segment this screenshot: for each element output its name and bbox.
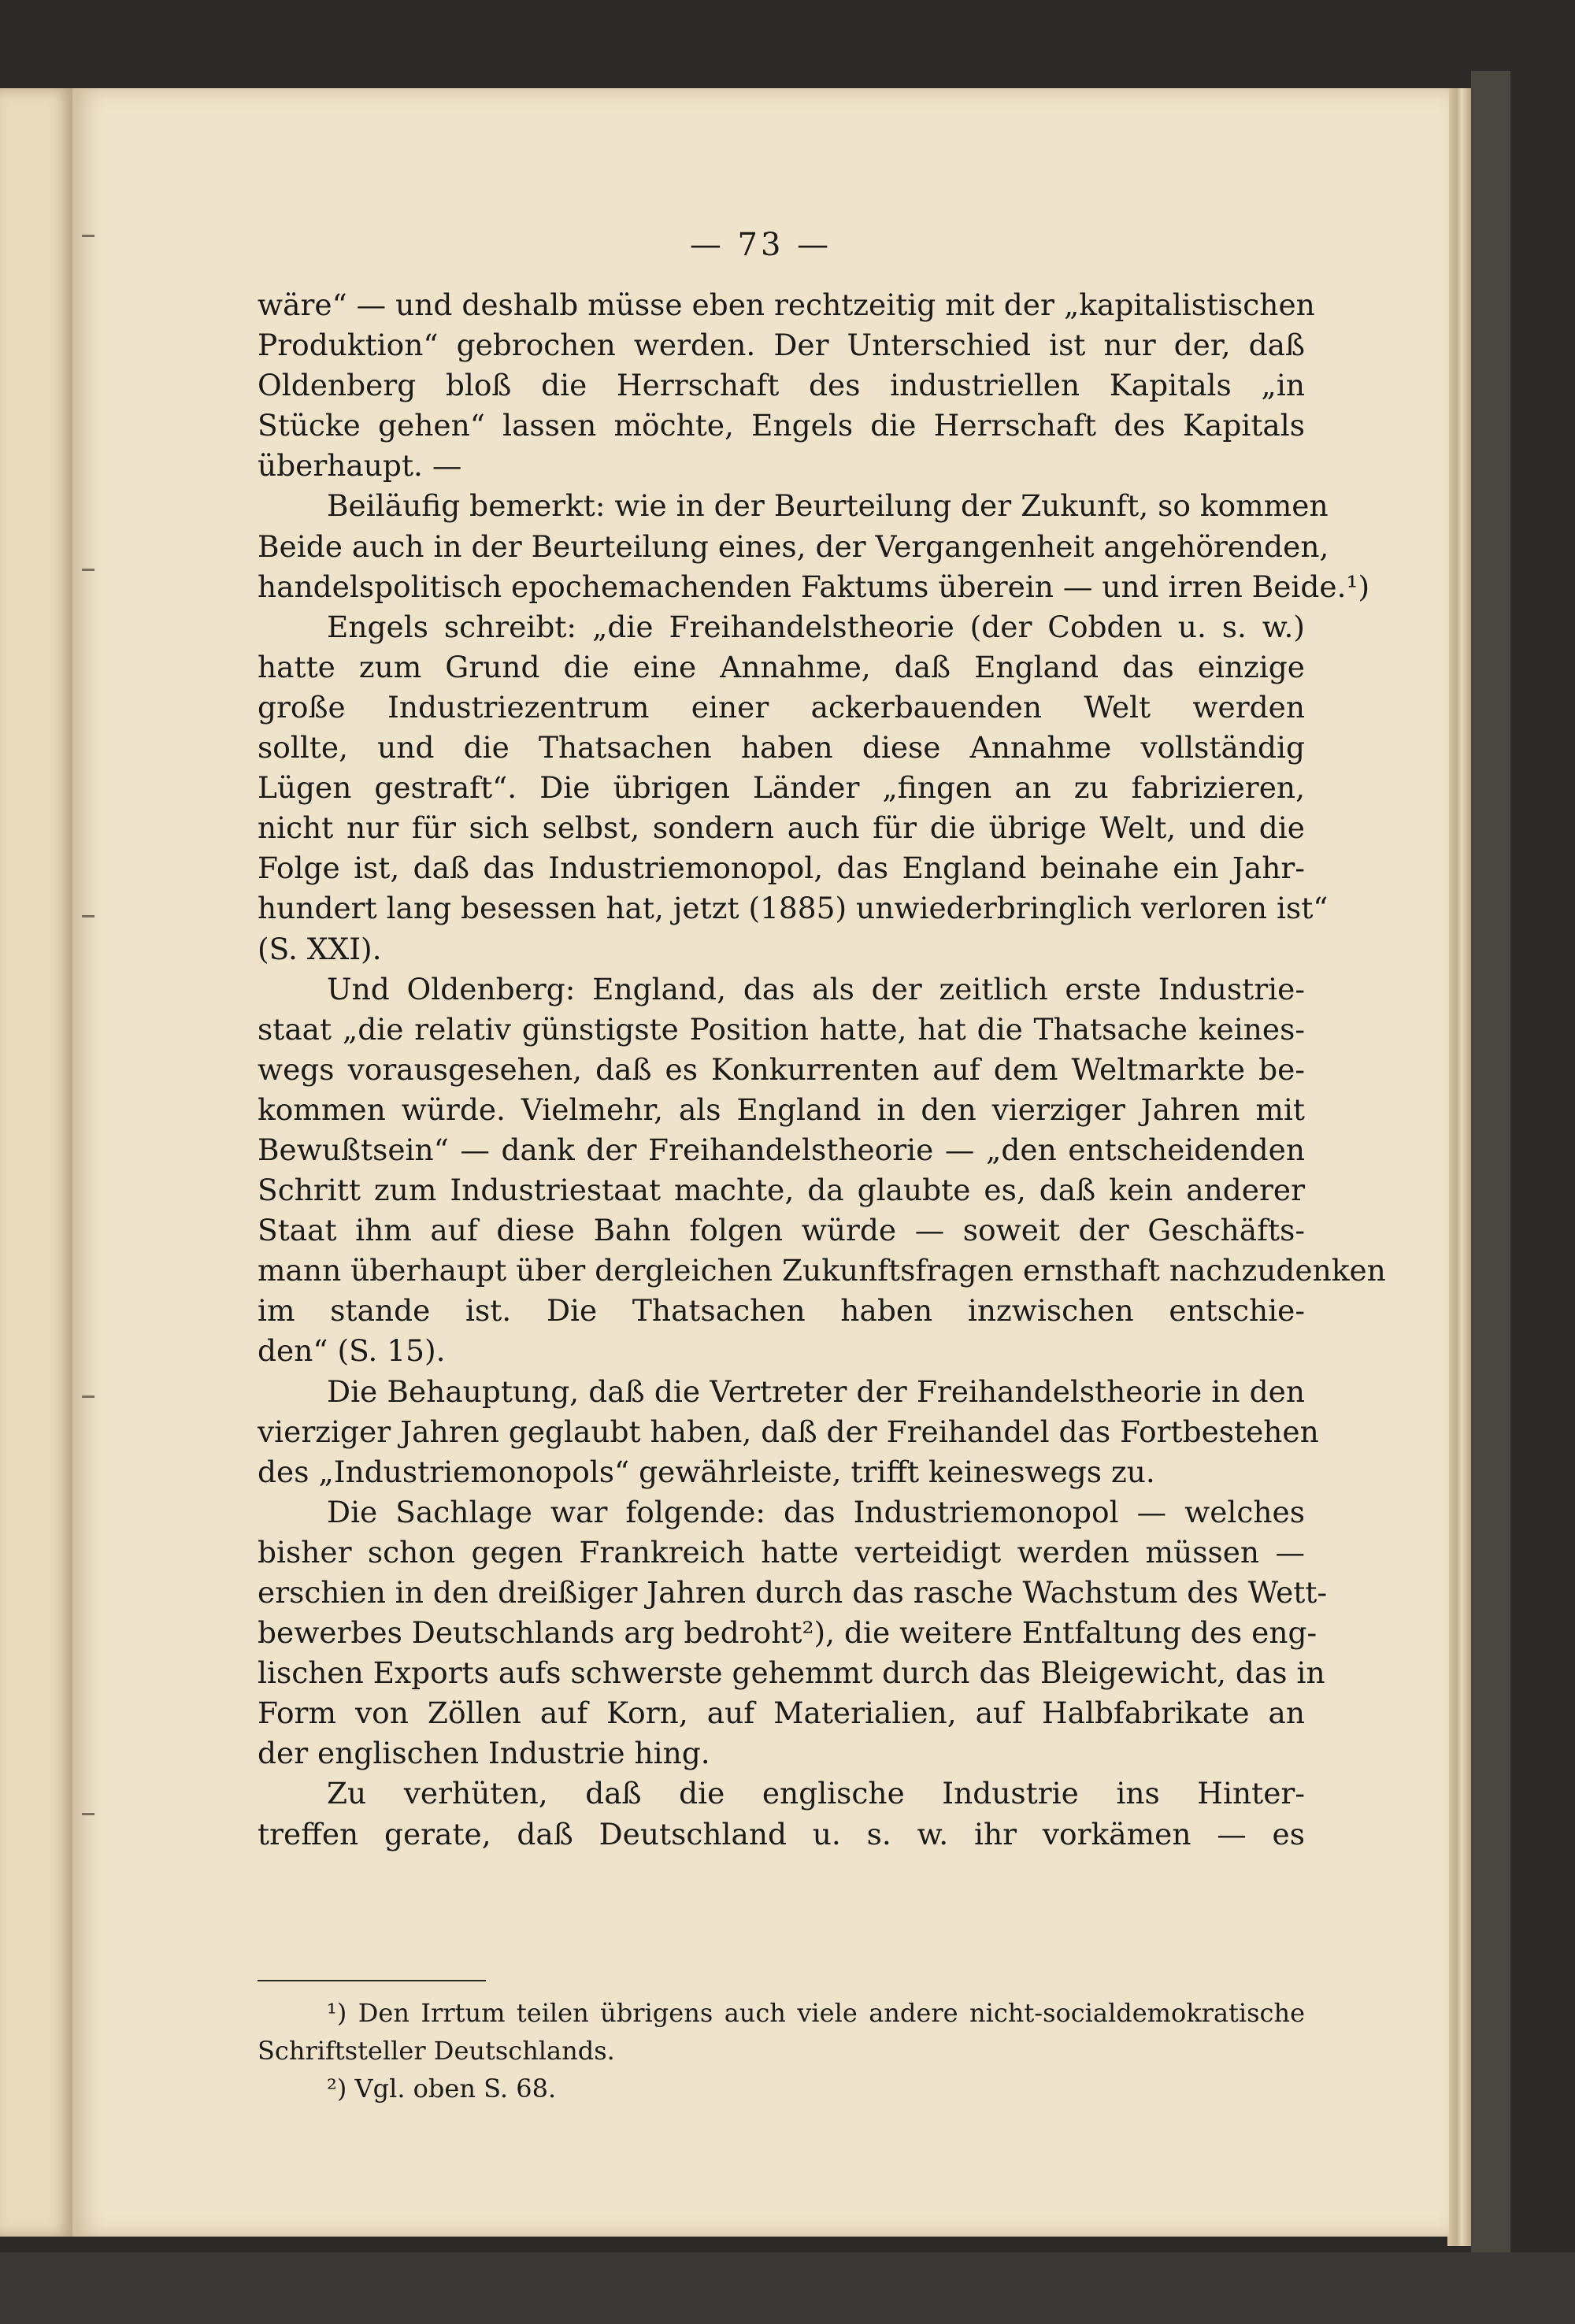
facing-page-edge	[0, 88, 72, 2237]
footnote-divider	[258, 1980, 486, 1981]
text-line: Die Sachlage war folgende: das Industriemonopol — welches	[327, 1494, 1305, 1529]
text-line: Bewußtsein“ — dank der Freihandelstheorie — „den entscheidenden	[258, 1132, 1305, 1167]
text-line: erschien in den dreißiger Jahren durch das rasche Wachstum des Wett-	[258, 1575, 1328, 1610]
text-line: handelspolitisch epochemachenden Faktums überein — und irren Beide.¹)	[258, 569, 1370, 604]
text-line: Beiläufig bemerkt: wie in der Beurteilung der Zukunft, so kommen	[327, 488, 1329, 524]
margin-mark	[82, 569, 94, 571]
text-line: Produktion“ gebrochen werden. Der Unterschied ist nur der, daß	[258, 328, 1305, 363]
footnote-line: ²) Vgl. oben S. 68.	[327, 2074, 557, 2103]
text-line: der englischen Industrie hing.	[258, 1736, 710, 1771]
text-line: Und Oldenberg: England, das als der zeitlich erste Industrie-	[327, 971, 1305, 1006]
margin-mark	[82, 1813, 94, 1815]
body-text	[258, 285, 1386, 1855]
text-line: bewerbes Deutschlands arg bedroht²), die weitere Entfaltung des eng-	[258, 1615, 1317, 1651]
text-line: (S. XXI).	[258, 931, 382, 966]
page-number: — 73 —	[689, 227, 832, 263]
text-line: überhaupt. —	[258, 448, 462, 484]
text-line: wäre“ — und deshalb müsse eben rechtzeitig mit der „kapitalistischen	[258, 287, 1315, 322]
text-line: wegs vorausgesehen, daß es Konkurrenten auf dem Weltmarkte be-	[258, 1051, 1305, 1087]
footnotes	[258, 1994, 1305, 2107]
text-line: mann überhaupt über dergleichen Zukunftsfragen ernsthaft nachzudenken	[258, 1253, 1386, 1288]
text-line: Folge ist, daß das Industriemonopol, das England beinahe ein Jahr-	[258, 851, 1305, 886]
text-line: Stücke gehen“ lassen möchte, Engels die Herrschaft des Kapitals	[258, 408, 1305, 443]
text-line: Die Behauptung, daß die Vertreter der Freihandelstheorie in den	[327, 1373, 1305, 1409]
page-stack-edge	[1447, 88, 1471, 2246]
text-line: bisher schon gegen Frankreich hatte verteidigt werden müssen —	[258, 1534, 1305, 1570]
text-line: den“ (S. 15).	[258, 1333, 446, 1369]
text-line: Staat ihm auf diese Bahn folgen würde — soweit der Geschäfts-	[258, 1213, 1305, 1248]
footnote-line: Schriftsteller Deutschlands.	[258, 2036, 615, 2066]
margin-mark	[82, 915, 94, 917]
text-line: kommen würde. Vielmehr, als England in den vierziger Jahren mit	[258, 1092, 1305, 1127]
text-line: lischen Exports aufs schwerste gehemmt durch das Bleigewicht, das in	[258, 1655, 1325, 1691]
book-page	[72, 88, 1449, 2237]
text-line: treffen gerate, daß Deutschland u. s. w. ihr vorkämen — es	[258, 1816, 1305, 1851]
text-line: staat „die relativ günstigste Position hatte, hat die Thatsache keines-	[258, 1011, 1305, 1047]
text-line: im stande ist. Die Thatsachen haben inzwischen entschie-	[258, 1293, 1305, 1329]
text-line: nicht nur für sich selbst, sondern auch für die übrige Welt, und die	[258, 810, 1305, 846]
text-line: Beide auch in der Beurteilung eines, der Vergangenheit angehörenden,	[258, 528, 1329, 564]
text-line: große Industriezentrum einer ackerbauenden Welt werden	[258, 689, 1305, 725]
text-line: Form von Zöllen auf Korn, auf Materialien, auf Halbfabrikate an	[258, 1696, 1305, 1731]
text-line: Lügen gestraft“. Die übrigen Länder „fingen an zu fabrizieren,	[258, 770, 1305, 806]
text-line: hundert lang besessen hat, jetzt (1885) unwiederbringlich verloren ist“	[258, 891, 1329, 926]
text-line: vierziger Jahren geglaubt haben, daß der Freihandel das Fortbestehen	[258, 1414, 1319, 1449]
text-line: sollte, und die Thatsachen haben diese Annahme vollständig	[258, 730, 1305, 765]
footnote-line: ¹) Den Irrtum teilen übrigens auch viele andere nicht-socialdemokratische	[327, 1998, 1305, 2028]
text-line: Engels schreibt: „die Freihandelstheorie (der Cobden u. s. w.)	[327, 609, 1305, 644]
text-line: Zu verhüten, daß die englische Industrie ins Hinter-	[327, 1776, 1305, 1811]
margin-mark	[82, 1396, 94, 1398]
text-line: des „Industriemonopols“ gewährleiste, trifft keineswegs zu.	[258, 1454, 1155, 1489]
background-surface	[0, 2252, 1575, 2324]
text-line: hatte zum Grund die eine Annahme, daß England das einzige	[258, 649, 1305, 684]
text-line: Schritt zum Industriestaat machte, da glaubte es, daß kein anderer	[258, 1173, 1305, 1208]
book-cover-edge	[1471, 71, 1510, 2268]
text-line: Oldenberg bloß die Herrschaft des industriellen Kapitals „in	[258, 368, 1305, 403]
